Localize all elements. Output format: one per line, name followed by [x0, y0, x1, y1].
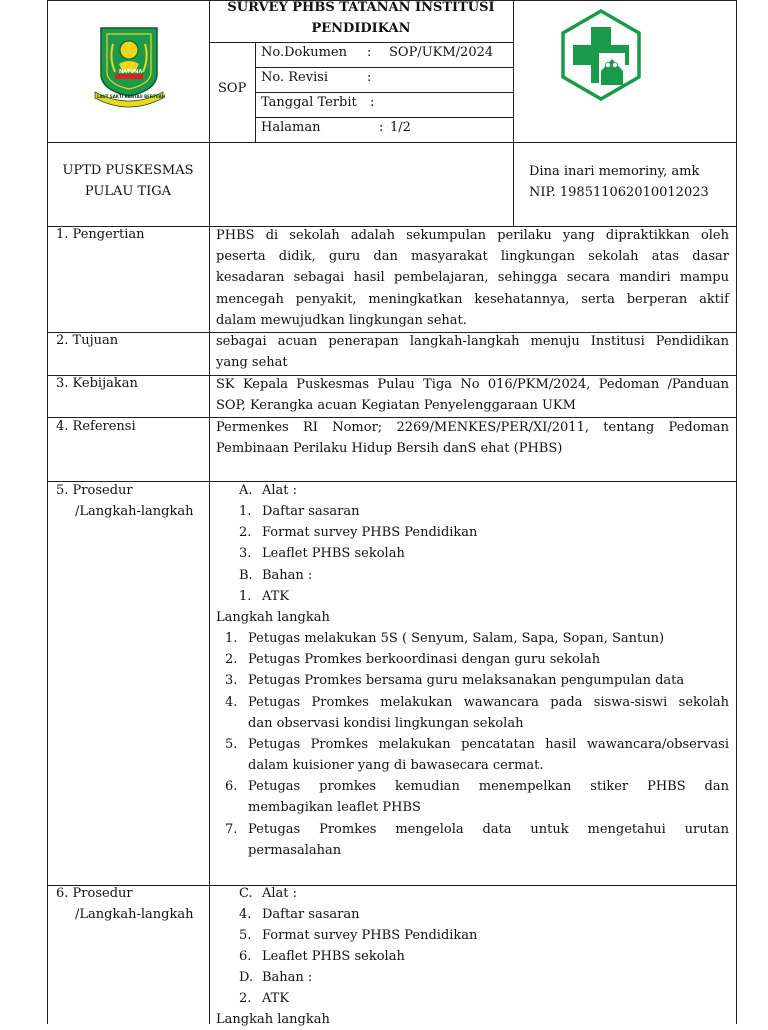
list-marker: D.: [239, 970, 254, 985]
list-item: Format survey PHBS Pendidikan: [262, 928, 478, 943]
step-text: [248, 734, 729, 776]
org-name-line1: UPTD PUSKESMAS: [62, 163, 194, 178]
table-border-right: [736, 0, 737, 1024]
publish-date-label: Tanggal Terbit: [261, 95, 357, 110]
tujuan-line: sebagai acuan penerapan langkah-langkah menuju Institusi Pendidikan: [216, 334, 729, 349]
signer-nip: NIP. 198511062010012023: [529, 185, 709, 200]
list-marker: 2.: [239, 525, 252, 540]
list-marker: 5.: [239, 928, 252, 943]
step-text: [248, 819, 729, 861]
referensi-line: Permenkes RI Nomor; 2269/MENKES/PER/XI/2011, tentang Pedoman: [216, 420, 729, 435]
step-number: 4.: [225, 695, 238, 710]
steps-heading: Langkah langkah: [216, 610, 330, 625]
tujuan-text: [216, 331, 729, 373]
step-text: Petugas Promkes bersama guru melaksanakan pengumpulan data: [248, 673, 685, 688]
doc-number-value: SOP/UKM/2024: [389, 45, 494, 60]
list-marker: 6.: [239, 949, 252, 964]
pengertian-text: [216, 225, 729, 331]
list-marker: B.: [239, 568, 253, 583]
list-marker: 1.: [239, 589, 252, 604]
step-line: membagikan leaflet PHBS: [248, 800, 421, 815]
list-marker: 3.: [239, 546, 252, 561]
publish-date-sep: :: [370, 95, 375, 110]
org-name-line2: PULAU TIGA: [84, 184, 172, 199]
list-item: Leaflet PHBS sekolah: [262, 949, 405, 964]
step-line: Petugas Promkes mengelola data untuk mengetahui urutan: [248, 822, 729, 837]
list-item: Bahan :: [262, 568, 313, 583]
step-line: Petugas promkes kemudian menempelkan stiker PHBS dan: [248, 779, 729, 794]
kebijakan-line: SK Kepala Puskesmas Pulau Tiga No 016/PKM/2024, Pedoman /Panduan: [216, 377, 729, 392]
list-item: Alat :: [262, 886, 298, 901]
section-label-prosedur: 5. Prosedur: [56, 483, 133, 498]
referensi-text: [216, 417, 729, 459]
right-column-divider: [513, 0, 514, 226]
pengertian-line: PHBS di sekolah adalah sekumpulan perilaku yang dipraktikkan oleh: [216, 228, 729, 243]
page-value: 1/2: [390, 120, 411, 135]
document-title-line2: PENDIDIKAN: [311, 21, 411, 36]
list-marker: 2.: [239, 991, 252, 1006]
section-label-referensi: 4. Referensi: [56, 419, 136, 434]
list-item: Daftar sasaran: [262, 504, 360, 519]
step-line: permasalahan: [248, 843, 342, 858]
emblem-ribbon-text: LAUT SAKTI RANTAU BERTUAH: [97, 94, 166, 99]
column-divider: [209, 0, 210, 1024]
row-divider: [47, 142, 737, 143]
step-text: Petugas Promkes berkoordinasi dengan guru sekolah: [248, 652, 601, 667]
step-text: [248, 776, 729, 818]
list-marker: A.: [239, 483, 253, 498]
document-title-line1: SURVEY PHBS TATANAN INSTITUSI: [227, 0, 495, 15]
step-text: [248, 692, 729, 734]
revision-sep: :: [367, 70, 372, 85]
kebijakan-line: SOP, Kerangka acuan Kegiatan Penyelenggaraan UKM: [216, 398, 576, 414]
sop-label: SOP: [218, 81, 247, 96]
revision-label: No. Revisi: [261, 70, 329, 85]
step-number: 7.: [225, 822, 238, 837]
puskesmas-logo-icon: [555, 9, 647, 101]
page-label: Halaman: [261, 120, 321, 135]
row-divider: [47, 885, 737, 886]
section-label-kebijakan: 3. Kebijakan: [56, 376, 138, 391]
list-item: Leaflet PHBS sekolah: [262, 546, 405, 561]
doc-number-sep: :: [367, 45, 372, 60]
section-label-tujuan: 2. Tujuan: [56, 333, 119, 348]
page-sep: :: [379, 120, 384, 135]
list-item: Bahan :: [262, 970, 313, 985]
kebijakan-text: [216, 374, 729, 416]
steps-heading-2: Langkah langkah: [216, 1012, 330, 1027]
list-item: Format survey PHBS Pendidikan: [262, 525, 478, 540]
emblem-name-text: NATUNA: [119, 69, 143, 75]
list-item: ATK: [262, 589, 290, 604]
list-marker: 1.: [239, 504, 252, 519]
row-divider: [47, 481, 737, 482]
section-label-prosedur-2: 6. Prosedur: [56, 886, 133, 901]
section-label-prosedur-2-sub: /Langkah-langkah: [75, 907, 194, 922]
section-label-pengertian: 1. Pengertian: [56, 227, 145, 242]
step-line: Petugas Promkes melakukan wawancara pada siswa-siswi sekolah: [248, 695, 729, 710]
tujuan-line: yang sehat: [216, 355, 288, 371]
table-border-left: [47, 0, 48, 1024]
list-marker: 4.: [239, 907, 252, 922]
step-number: 6.: [225, 779, 238, 794]
list-item: ATK: [262, 991, 290, 1006]
step-line: Petugas Promkes melakukan pencatatan hasil wawancara/observasi: [248, 737, 729, 752]
step-number: 1.: [225, 631, 238, 646]
signer-name: Dina inari memoriny, amk: [529, 164, 700, 179]
step-line: dalam kuisioner yang di bawasecara cermat.: [248, 758, 544, 773]
section-label-prosedur-sub: /Langkah-langkah: [75, 504, 194, 519]
step-number: 3.: [225, 673, 238, 688]
pengertian-line: dalam mewujudkan lingkungan sehat.: [216, 312, 467, 328]
step-line: dan observasi kondisi lingkungan sekolah: [248, 716, 524, 731]
pengertian-line: mencegah penyakit, meningkatkan kesehatannya, serta berperan aktif: [216, 291, 729, 307]
step-text: Petugas melakukan 5S ( Senyum, Salam, Sapa, Sopan, Santun): [248, 631, 665, 646]
sop-column-divider: [255, 42, 256, 142]
list-item: Alat :: [262, 483, 298, 498]
doc-number-label: No.Dokumen: [261, 45, 347, 60]
pengertian-line: peserta didik, guru dan masyarakat lingkungan sekolah atas dasar: [216, 249, 729, 265]
list-item: Daftar sasaran: [262, 907, 360, 922]
step-number: 5.: [225, 737, 238, 752]
pengertian-line: kesadaran sebagai hasil pembelajaran, sehingga secara mandiri mampu: [216, 270, 729, 286]
referensi-line: Pembinaan Perilaku Hidup Bersih danS ehat (PHBS): [216, 441, 563, 457]
step-number: 2.: [225, 652, 238, 667]
list-marker: C.: [239, 886, 253, 901]
